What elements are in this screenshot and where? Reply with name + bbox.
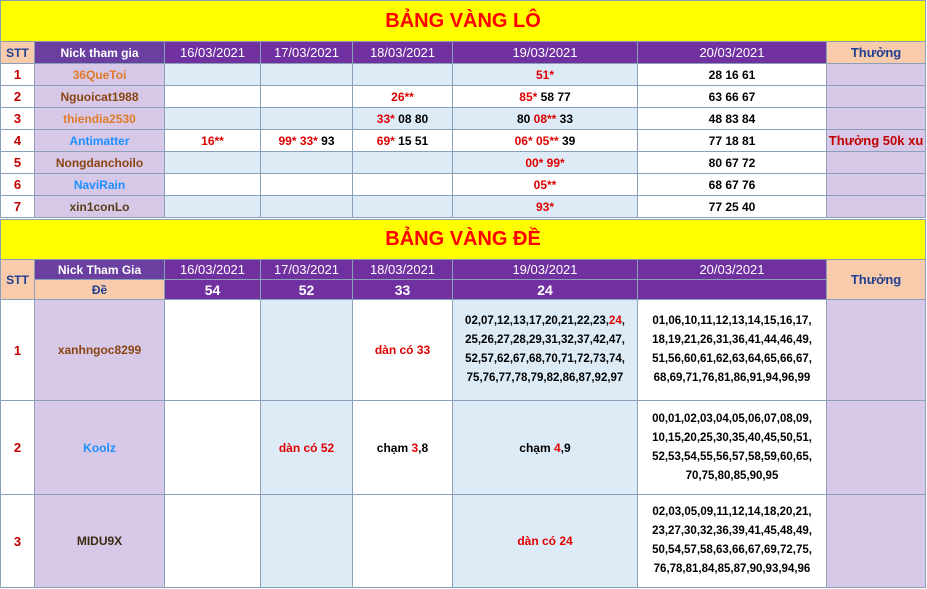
lo-hit: 51*	[535, 67, 555, 82]
lo-hit: 06* 05**	[514, 133, 559, 148]
lo-extra: 15 51	[394, 133, 429, 148]
lo-hit: 16**	[201, 133, 224, 148]
lo-cell	[453, 174, 638, 196]
lo-cell	[261, 152, 353, 174]
lo-cell	[165, 130, 261, 152]
de-number-line: 68,69,71,76,81,86,91,94,96,99	[653, 372, 811, 384]
lo-pre: 80	[516, 111, 534, 126]
de-result: 24	[453, 280, 638, 300]
de-number-line: 50,54,57,58,63,66,67,69,72,75,	[652, 544, 812, 556]
nick-name: 36QueToi	[35, 64, 165, 86]
table-row	[1, 196, 926, 218]
de-cell	[353, 495, 453, 588]
row-stt: 7	[1, 196, 35, 218]
nick-name: thiendia2530	[35, 108, 165, 130]
de-numbers: ,	[621, 315, 625, 327]
de-cell	[453, 495, 638, 588]
prize-cell	[827, 152, 926, 174]
date-header: 20/03/2021	[638, 260, 827, 280]
date-header: 17/03/2021	[261, 260, 353, 280]
prize-cell	[827, 174, 926, 196]
lo-cell	[165, 196, 261, 218]
lo-hit: 00* 99*	[525, 155, 565, 170]
nick-header: Nick Tham Gia	[35, 260, 165, 280]
row-stt: 4	[1, 130, 35, 152]
lo-cell	[165, 108, 261, 130]
de-cell	[165, 300, 261, 401]
nick-name: MIDU9X	[35, 495, 165, 588]
lo-cell	[165, 86, 261, 108]
lo-cell	[165, 64, 261, 86]
de-cell	[353, 300, 453, 401]
lo-hit: 85*	[519, 89, 538, 104]
lo-hit: 99* 33*	[278, 133, 318, 148]
lo-title: BẢNG VÀNG LÔ	[1, 1, 926, 42]
nick-name: Antimatter	[35, 130, 165, 152]
de-cell	[261, 300, 353, 401]
de-number-line	[454, 312, 636, 331]
prize-cell	[827, 64, 926, 86]
lo-result: 80 67 72	[638, 152, 827, 174]
thuong-header: Thưởng	[827, 42, 926, 64]
de-hit: 3	[411, 440, 419, 455]
de-number-line: 76,78,81,84,85,87,90,93,94,96	[653, 563, 811, 575]
de-hit: 24	[608, 315, 622, 327]
nick-name: xanhngoc8299	[35, 300, 165, 401]
de-label: Đề	[35, 280, 165, 300]
lo-cell	[453, 152, 638, 174]
prize-cell	[827, 86, 926, 108]
de-hit: dàn có 24	[517, 534, 573, 548]
row-stt: 1	[1, 300, 35, 401]
date-header: 19/03/2021	[453, 260, 638, 280]
de-cell	[165, 401, 261, 495]
de-result: 52	[261, 280, 353, 300]
lo-cell	[453, 130, 638, 152]
de-title: BẢNG VÀNG ĐỀ	[1, 220, 926, 260]
table-row	[1, 495, 926, 588]
de-numbers: 02,07,12,13,17,20,21,22,23,	[465, 315, 609, 327]
lo-cell	[165, 174, 261, 196]
lo-hit: 69*	[376, 133, 395, 148]
de-cell	[261, 401, 353, 495]
table-row	[1, 130, 926, 152]
lo-cell	[453, 64, 638, 86]
prize-cell	[827, 401, 926, 495]
lo-extra: 08 80	[394, 111, 429, 126]
lo-cell	[453, 86, 638, 108]
lo-hit: 08**	[533, 111, 557, 126]
lo-result: 48 83 84	[638, 108, 827, 130]
lo-cell	[353, 174, 453, 196]
lo-cell	[261, 86, 353, 108]
de-number-line: 18,19,21,26,31,36,41,44,46,49,	[652, 334, 812, 346]
de-cell	[638, 495, 827, 588]
date-header: 18/03/2021	[353, 42, 453, 64]
stt-header: STT	[1, 260, 35, 300]
lo-hit: 33*	[376, 111, 395, 126]
nick-name: NaviRain	[35, 174, 165, 196]
lo-result: 68 67 76	[638, 174, 827, 196]
de-number-line: 70,75,80,85,90,95	[685, 469, 779, 482]
de-number-line: 75,76,77,78,79,82,86,87,92,97	[466, 372, 624, 384]
de-hit: 4	[553, 440, 561, 455]
lo-cell	[261, 64, 353, 86]
de-cell	[638, 401, 827, 495]
lo-extra: 93	[317, 133, 335, 148]
lo-cell	[453, 196, 638, 218]
lo-cell	[353, 130, 453, 152]
prize-cell	[827, 108, 926, 130]
lo-cell	[353, 108, 453, 130]
lo-cell	[353, 196, 453, 218]
lo-cell	[165, 152, 261, 174]
table-row	[1, 174, 926, 196]
table-row	[1, 108, 926, 130]
lo-result: 28 16 61	[638, 64, 827, 86]
lo-hit: 93*	[535, 199, 555, 214]
lo-cell	[261, 174, 353, 196]
de-number-line: 02,03,05,09,11,12,14,18,20,21,	[652, 506, 812, 518]
de-number-line: 00,01,02,03,04,05,06,07,08,09,	[652, 412, 812, 425]
row-stt: 1	[1, 64, 35, 86]
thuong-header: Thưởng	[827, 260, 926, 300]
lo-cell	[261, 130, 353, 152]
lo-hit: 05**	[533, 177, 557, 192]
de-post: ,8	[418, 440, 429, 455]
de-number-line: 51,56,60,61,62,63,64,65,66,67,	[652, 353, 812, 365]
lo-hit: 26**	[391, 89, 414, 104]
nick-name: Koolz	[35, 401, 165, 495]
de-pre: chạm	[376, 440, 412, 455]
de-result	[638, 280, 827, 300]
de-post: ,9	[560, 440, 571, 455]
de-cell	[165, 495, 261, 588]
stt-header: STT	[1, 42, 35, 64]
lo-extra: 58 77	[537, 89, 571, 104]
de-number-line: 52,57,62,67,68,70,71,72,73,74,	[465, 353, 625, 365]
prize-cell	[827, 196, 926, 218]
de-number-line: 23,27,30,32,36,39,41,45,48,49,	[652, 525, 812, 537]
lo-cell	[353, 152, 453, 174]
date-header: 20/03/2021	[638, 42, 827, 64]
de-table	[0, 219, 926, 588]
lo-table	[0, 0, 926, 218]
de-cell	[453, 401, 638, 495]
de-number-line: 10,15,20,25,30,35,40,45,50,51,	[652, 431, 812, 444]
lo-extra: 33	[556, 111, 574, 126]
row-stt: 3	[1, 108, 35, 130]
date-header: 18/03/2021	[353, 260, 453, 280]
date-header: 16/03/2021	[165, 260, 261, 280]
table-row	[1, 300, 926, 401]
de-hit: dàn có 33	[374, 343, 431, 357]
lo-result: 77 18 81	[638, 130, 827, 152]
lo-cell	[261, 108, 353, 130]
row-stt: 2	[1, 86, 35, 108]
table-row	[1, 152, 926, 174]
de-result: 54	[165, 280, 261, 300]
prize-cell	[827, 495, 926, 588]
nick-header: Nick tham gia	[35, 42, 165, 64]
lo-result: 63 66 67	[638, 86, 827, 108]
row-stt: 5	[1, 152, 35, 174]
lo-cell	[261, 196, 353, 218]
date-header: 19/03/2021	[453, 42, 638, 64]
de-cell	[638, 300, 827, 401]
table-row	[1, 64, 926, 86]
lo-cell	[353, 86, 453, 108]
de-number-line: 01,06,10,11,12,13,14,15,16,17,	[652, 315, 812, 327]
de-number-line: 52,53,54,55,56,57,58,59,60,65,	[652, 450, 812, 463]
de-result: 33	[353, 280, 453, 300]
lo-cell	[453, 108, 638, 130]
row-stt: 6	[1, 174, 35, 196]
table-row	[1, 86, 926, 108]
de-cell	[453, 300, 638, 401]
lo-extra: 39	[558, 133, 576, 148]
prize-cell	[827, 300, 926, 401]
de-cell	[353, 401, 453, 495]
de-cell	[261, 495, 353, 588]
nick-name: Nongdanchoilo	[35, 152, 165, 174]
de-pre: chạm	[519, 440, 554, 455]
nick-name: xin1conLo	[35, 196, 165, 218]
row-stt: 2	[1, 401, 35, 495]
de-number-line: 25,26,27,28,29,31,32,37,42,47,	[465, 334, 625, 346]
lo-result: 77 25 40	[638, 196, 827, 218]
prize-cell: Thưởng 50k xu	[827, 130, 926, 152]
table-row	[1, 401, 926, 495]
lo-cell	[353, 64, 453, 86]
nick-name: Nguoicat1988	[35, 86, 165, 108]
date-header: 17/03/2021	[261, 42, 353, 64]
row-stt: 3	[1, 495, 35, 588]
date-header: 16/03/2021	[165, 42, 261, 64]
de-hit: dàn có 52	[278, 440, 335, 455]
